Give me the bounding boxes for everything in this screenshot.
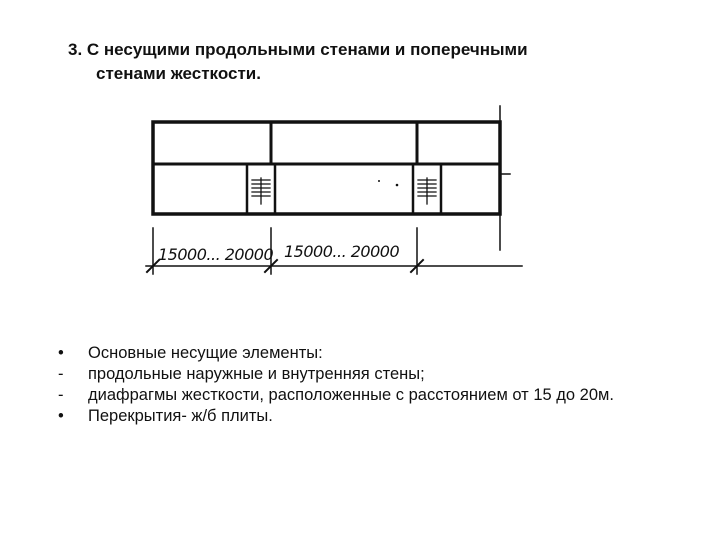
list-marker: -: [58, 365, 64, 383]
outer-walls: [153, 122, 500, 214]
building-plan-drawing: [138, 100, 528, 280]
list-item-text: продольные наружные и внутренняя стены;: [88, 365, 425, 383]
slide-title: [68, 38, 668, 86]
title-line-2: стенами жесткости.: [96, 64, 261, 83]
list-item: [58, 385, 698, 406]
list-marker: •: [58, 344, 64, 362]
list-item: [58, 406, 698, 427]
list-item-text: Основные несущие элементы:: [88, 344, 323, 362]
list-marker: -: [58, 386, 64, 404]
list-item: [58, 343, 698, 364]
dimension-label-2: 15000... 20000: [284, 242, 400, 261]
dimension-label-1: 15000... 20000: [158, 245, 274, 264]
title-line-1: 3. С несущими продольными стенами и поперечными: [68, 40, 528, 59]
list-item: [58, 364, 698, 385]
list-item-text: диафрагмы жесткости, расположенные с расстоянием от 15 до 20м.: [88, 386, 614, 404]
list-item-text: Перекрытия- ж/б плиты.: [88, 407, 273, 425]
stair-core-1: [247, 164, 275, 214]
list-marker: •: [58, 407, 64, 425]
element-list: [58, 343, 698, 427]
stair-core-2: [413, 164, 441, 214]
